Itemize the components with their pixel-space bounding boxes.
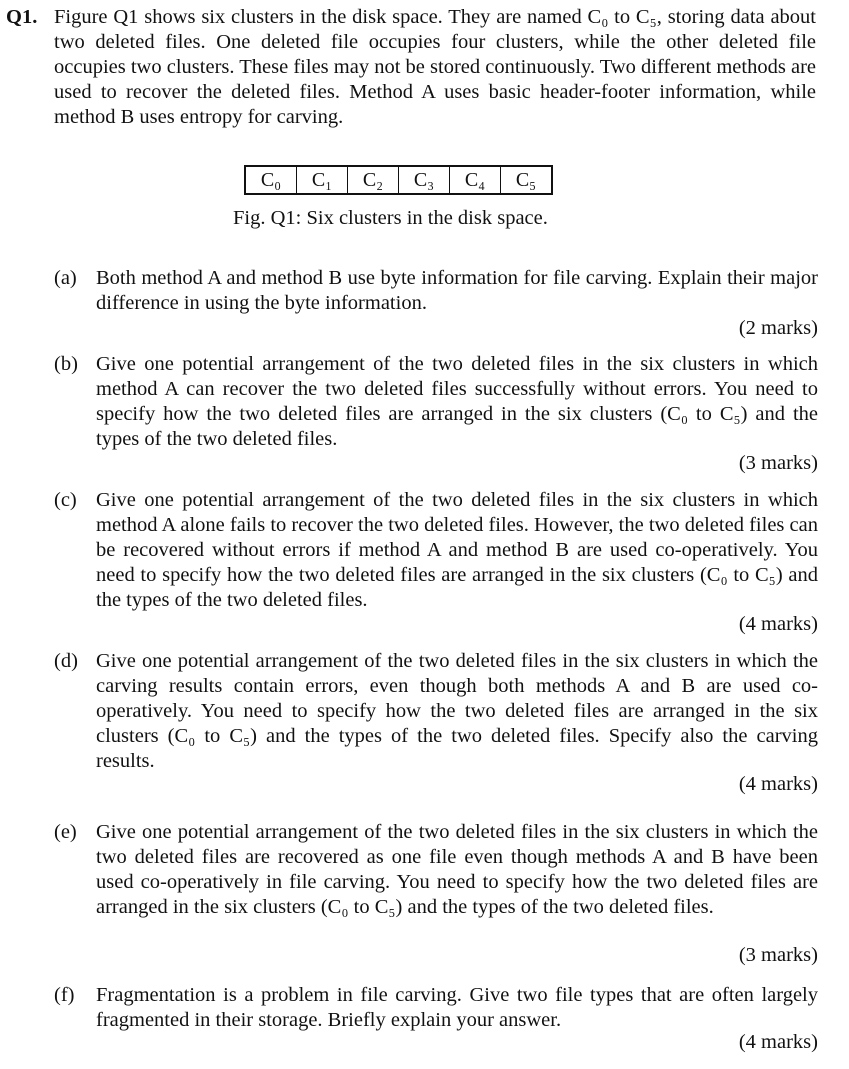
- part-label: (a): [54, 267, 77, 289]
- figure-caption: Fig. Q1: Six clusters in the disk space.: [233, 207, 548, 229]
- cluster-c2: C₂: [348, 166, 399, 194]
- part-label: (f): [54, 984, 75, 1006]
- part-text: Give one potential arrangement of the two deleted files in the six clusters in which method A can recover the two deleted files successfully without errors. You need to specify how the two deleted files are arranged in the six clusters (C₀ to C₅) and the types of the two deleted files.: [96, 353, 818, 450]
- part-text: Give one potential arrangement of the two deleted files in the six clusters in which the carving results contain errors, even though both methods A and B are used co-operatively. You need to specify how the two deleted files are arranged in the six clusters (C₀ to C₅) and the types of the two deleted files. Specify also the carving results.: [96, 650, 818, 772]
- part-label: (c): [54, 489, 77, 511]
- cluster-figure: [244, 165, 553, 195]
- part-label: (e): [54, 821, 77, 843]
- part-text: Both method A and method B use byte information for file carving. Explain their major difference in using the byte information.: [96, 267, 818, 314]
- cluster-c5: C₅: [515, 169, 537, 191]
- marks-b: (3 marks): [738, 452, 818, 474]
- question-label: Q1.: [6, 6, 38, 28]
- cluster-c4: C₄: [450, 166, 501, 194]
- part-label: (b): [54, 353, 78, 375]
- part-text: Give one potential arrangement of the two deleted files in the six clusters in which the two deleted files are recovered as one file even though methods A and B have been used co-operatively in file carving. You need to specify how the two deleted files are arranged in the six clusters (C₀ to C₅) and the types of the two deleted files.: [96, 821, 818, 918]
- marks-c: (4 marks): [738, 613, 818, 635]
- part-text: Fragmentation is a problem in file carving. Give two file types that are often largely fragmented in their storage. Briefly explain your answer.: [96, 984, 818, 1031]
- part-text: Give one potential arrangement of the two deleted files in the six clusters in which method A alone fails to recover the two deleted files. However, the two deleted files can be recovered without errors if method A and method B are used co-operatively. You need to specify how the two deleted files are arranged in the six clusters (C₀ to C₅) and the types of the two deleted files.: [96, 489, 818, 611]
- cluster-c1: C₁: [297, 166, 348, 194]
- marks-d: (4 marks): [738, 773, 818, 795]
- marks-a: (2 marks): [738, 317, 818, 339]
- marks-e: (3 marks): [738, 944, 818, 966]
- marks-f: (4 marks): [738, 1031, 818, 1053]
- cluster-c3: C₃: [399, 166, 450, 194]
- part-label: (d): [54, 650, 78, 672]
- cluster-c0: C₀: [245, 166, 297, 194]
- question-intro: Figure Q1 shows six clusters in the disk space. They are named C₀ to C₅, storing data about two deleted files. One deleted file occupies four clusters, while the other deleted file occupies two clusters. These files may not be stored continuously. Two different methods are used to recover the deleted files. Method A uses basic header-footer information, while method B uses entropy for carving.: [54, 6, 816, 128]
